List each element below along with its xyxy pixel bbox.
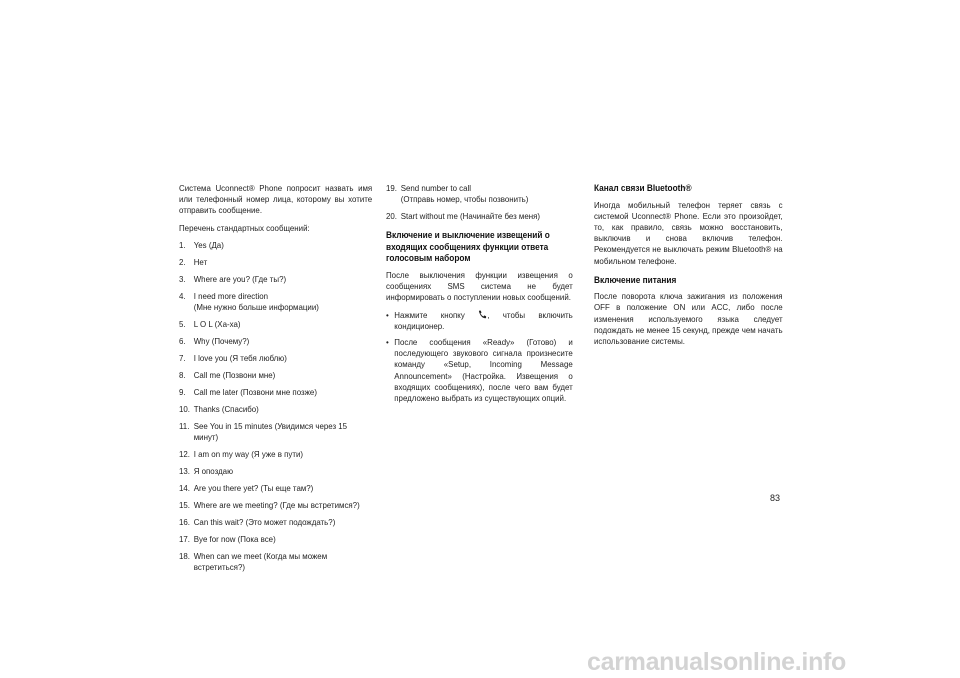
list-item: 18. When can we meet (Когда мы можем встретиться?): [179, 551, 328, 573]
watermark: carmanualsonline.info: [587, 648, 847, 676]
list-item: 19. Send number to call (Отправь номер, чтобы позвонить): [386, 183, 529, 205]
list-item: • Нажмите кнопку , чтобы включить кондиционер.: [386, 309, 573, 331]
section-heading-power-on: Включение питания: [594, 274, 677, 285]
list-item: 13. Я опоздаю: [179, 466, 234, 477]
list-item: 10. Thanks (Спасибо): [179, 404, 259, 415]
intro-paragraph: Система Uconnect® Phone попросит назвать имя или телефонный номер лица, которому вы хотите отправить сообщение.: [179, 183, 373, 216]
list-item: 15. Where are we meeting? (Где мы встретимся?): [179, 500, 360, 511]
list-item: 3. Where are you? (Где ты?): [179, 273, 287, 284]
list-item: 20. Start without me (Начинайте без меня): [386, 211, 541, 222]
list-item: 2. Нет: [179, 256, 208, 267]
list-item: 16. Can this wait? (Это может подождать?): [179, 517, 336, 528]
list-item: 4. I need more direction (Мне нужно больше информации): [179, 290, 319, 313]
messages-list-heading: Перечень стандартных сообщений:: [179, 222, 310, 233]
power-on-paragraph: После поворота ключа зажигания из положения OFF в положение ON или ACC, либо после изменения используемого языка следует подождать не менее 15 секунд, прежде чем начать использование системы.: [594, 291, 783, 347]
section-heading-announcements: Включение и выключение извещений о входящих сообщениях функции ответа голосовым набором: [386, 230, 550, 264]
column-1: [179, 183, 372, 579]
list-item: 6. Why (Почему?): [179, 336, 250, 347]
list-item: 11. See You in 15 minutes (Увидимся через 15 минут): [179, 421, 348, 443]
list-item: • После сообщения «Ready» (Готово) и последующего звукового сигнала произнесите команду «Setup, Incoming Message Announcement» (Настройка. Извещения о входящих сообщениях), после чего вам будет предложено выбрать из существующих опций.: [386, 336, 573, 403]
list-item: 12. I am on my way (Я уже в пути): [179, 449, 304, 460]
bullet-mark: •: [386, 336, 389, 347]
list-item: 5. L O L (Ха-ха): [179, 319, 241, 330]
list-item: 7. I love you (Я тебя люблю): [179, 353, 287, 364]
bluetooth-paragraph: Иногда мобильный телефон теряет связь с системой Uconnect® Phone. Если это произойдет, то, как правило, связь можно восстановить, выключив и снова включив телефон. Рекомендуется не выключать режим Bluetooth® на мобильном телефоне.: [594, 199, 783, 266]
page-number: 83: [770, 493, 781, 503]
section-heading-bluetooth: Канал связи Bluetooth®: [594, 183, 692, 193]
list-item: 1. Yes (Да): [179, 239, 224, 250]
list-item: 17. Bye for now (Пока все): [179, 534, 276, 545]
column-3: [594, 183, 783, 353]
standard-messages-list: [179, 240, 372, 574]
bullet-mark: •: [386, 309, 389, 320]
list-item: 8. Call me (Позвони мне): [179, 370, 276, 381]
list-item: 9. Call me later (Позвони мне позже): [179, 387, 317, 398]
instructions-list: [386, 310, 573, 405]
announcements-paragraph: После выключения функции извещения о сообщениях SMS система не будет информировать о поступлении новых сообщений.: [386, 269, 573, 303]
column-2: [386, 183, 573, 409]
phone-icon: [478, 310, 487, 319]
list-item: 14. Are you there yet? (Ты еще там?): [179, 483, 314, 494]
standard-messages-list-continued: [386, 183, 573, 222]
